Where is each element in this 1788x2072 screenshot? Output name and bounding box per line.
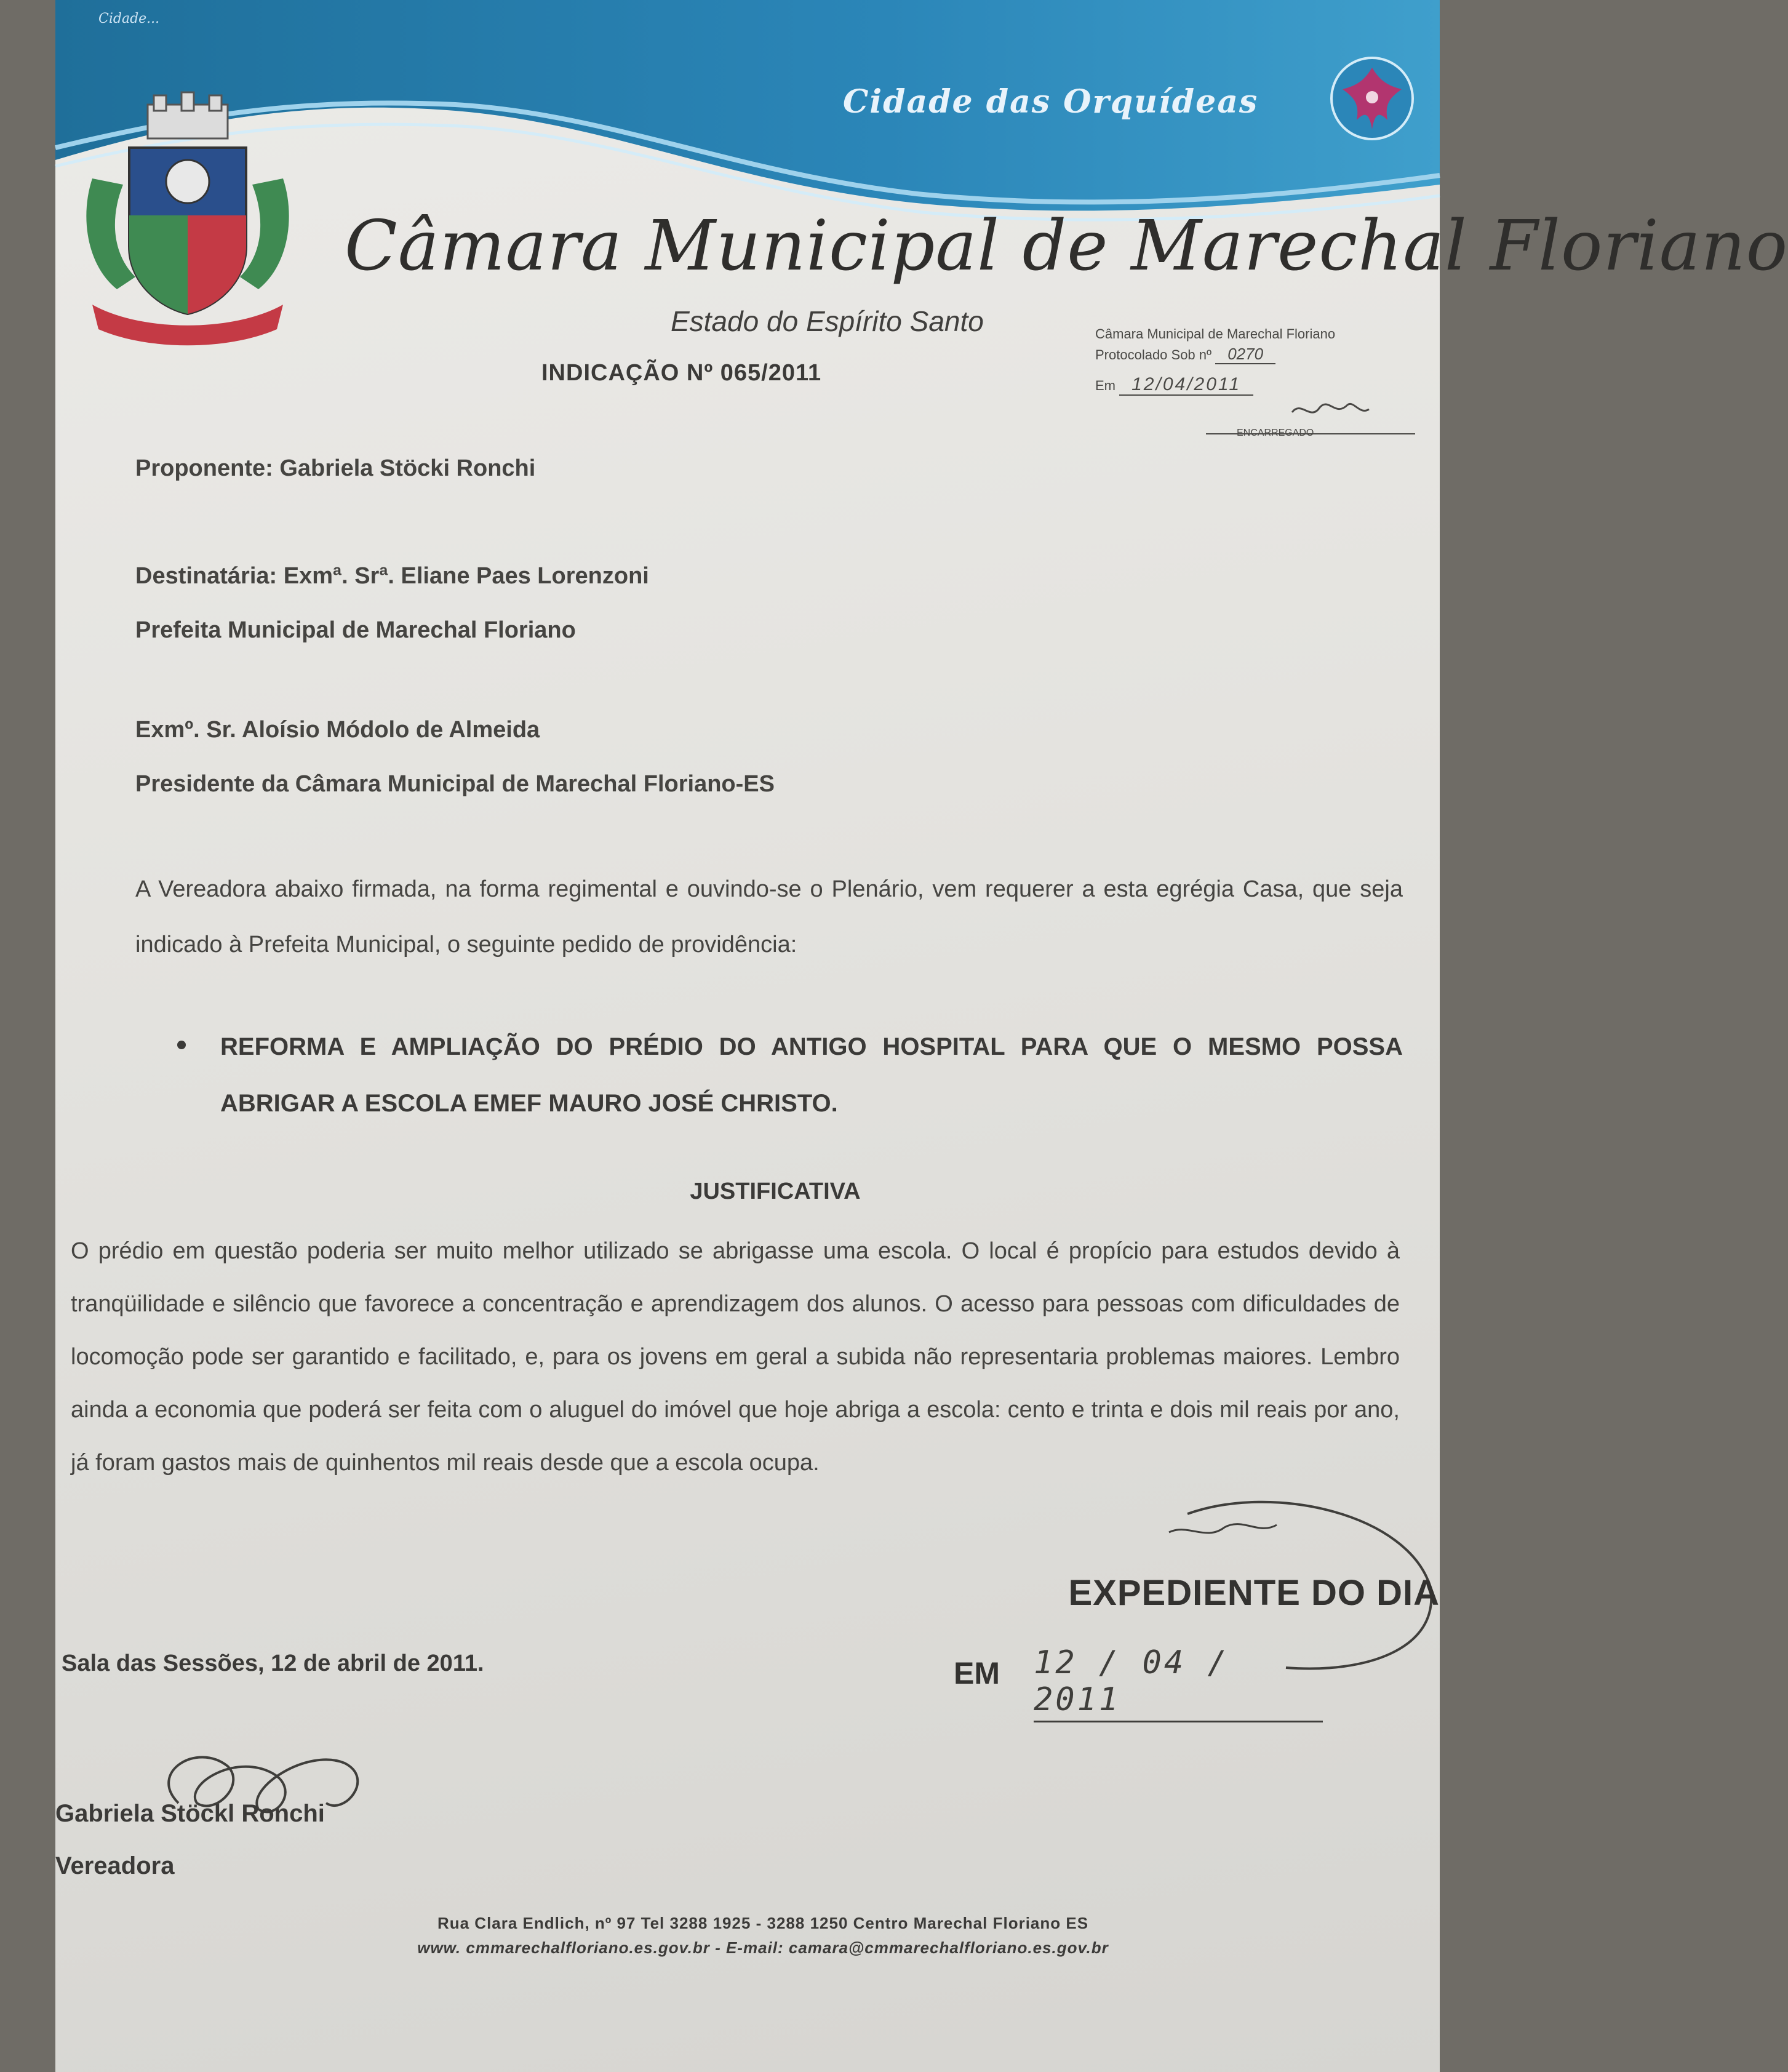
copy-to-line-1: Exmº. Sr. Aloísio Módolo de Almeida (135, 717, 540, 743)
expediente-date: 12 / 04 / 2011 (1034, 1644, 1323, 1722)
intro-paragraph: A Vereadora abaixo firmada, na forma regimental e ouvindo-se o Plenário, vem requerer a esta egrégia Casa, que seja indicado à Prefeita Municipal, o seguinte pedido de providência: (135, 876, 1403, 958)
stamp-line-2: Protocolado Sob nº 0270 (1095, 345, 1275, 364)
footer-contact: www. cmmarechalfloriano.es.gov.br - E-mail: camara@cmmarechalfloriano.es.gov.br (417, 1938, 1109, 1957)
state-subtitle: Estado do Espírito Santo (671, 305, 984, 337)
signature-name: Gabriela Stöckl Ronchi (55, 1800, 325, 1827)
stamp-line-1: Câmara Municipal de Marechal Floriano (1095, 326, 1336, 342)
request-text: REFORMA E AMPLIAÇÃO DO PRÉDIO DO ANTIGO HOSPITAL PARA QUE O MESMO POSSA ABRIGAR A ESCOLA EMEF MAURO JOSÉ CHRISTO. (220, 1033, 1403, 1117)
stamp-line-4: ENCARREGADO (1237, 428, 1314, 438)
document-number: INDICAÇÃO Nº 065/2011 (541, 360, 822, 386)
expediente-em-label: EM (954, 1656, 1000, 1690)
justification-paragraph: O prédio em questão poderia ser muito melhor utilizado se abrigasse uma escola. O local é propício para estudos devido à tranqüilidade e silêncio que favorece a concentração e aprendizagem dos alunos. O acesso para pessoas com dificuldades de locomoção pode ser garantido e facilitado, e, para os jovens em geral a subida não representaria problemas maiores. Lembro ainda a economia que poderá ser feita com o aluguel do imóvel que hoje abriga a escola: cento e trinta e dois mil reais por ano, já foram gastos mais de quinhentos mil reais desde que a escola ocupa. (71, 1238, 1400, 1476)
request-item (166, 1018, 1403, 1132)
slogan: Cidade das Orquídeas (843, 83, 1259, 121)
bullet-icon (177, 1041, 186, 1049)
institution-title: Câmara Municipal de Marechal Floriano (345, 206, 1788, 286)
coat-of-arms-icon (68, 92, 308, 357)
protocol-stamp (1095, 326, 1440, 449)
place-and-date: Sala das Sessões, 12 de abril de 2011. (62, 1650, 484, 1676)
slogan-small: Cidade... (98, 11, 160, 26)
stamp-date: 12/04/2011 (1119, 374, 1253, 396)
signature-role: Vereadora (55, 1852, 175, 1879)
recipient-line-2: Prefeita Municipal de Marechal Floriano (135, 617, 576, 643)
recipient-line-1: Destinatária: Exmª. Srª. Eliane Paes Lorenzoni (135, 563, 649, 589)
expediente-label: EXPEDIENTE DO DIA (1068, 1573, 1440, 1613)
stamp-line-3: Em 12/04/2011 (1095, 374, 1253, 395)
stamp-number: 0270 (1215, 345, 1275, 364)
proponent: Proponente: Gabriela Stöcki Ronchi (135, 455, 536, 481)
justification-heading: JUSTIFICATIVA (690, 1178, 861, 1204)
copy-to-line-2: Presidente da Câmara Municipal de Marechal Floriano-ES (135, 771, 775, 797)
footer-address: Rua Clara Endlich, nº 97 Tel 3288 1925 - 3288 1250 Centro Marechal Floriano ES (437, 1914, 1089, 1932)
orchid-icon (1329, 55, 1415, 142)
document-page (55, 0, 1788, 2072)
